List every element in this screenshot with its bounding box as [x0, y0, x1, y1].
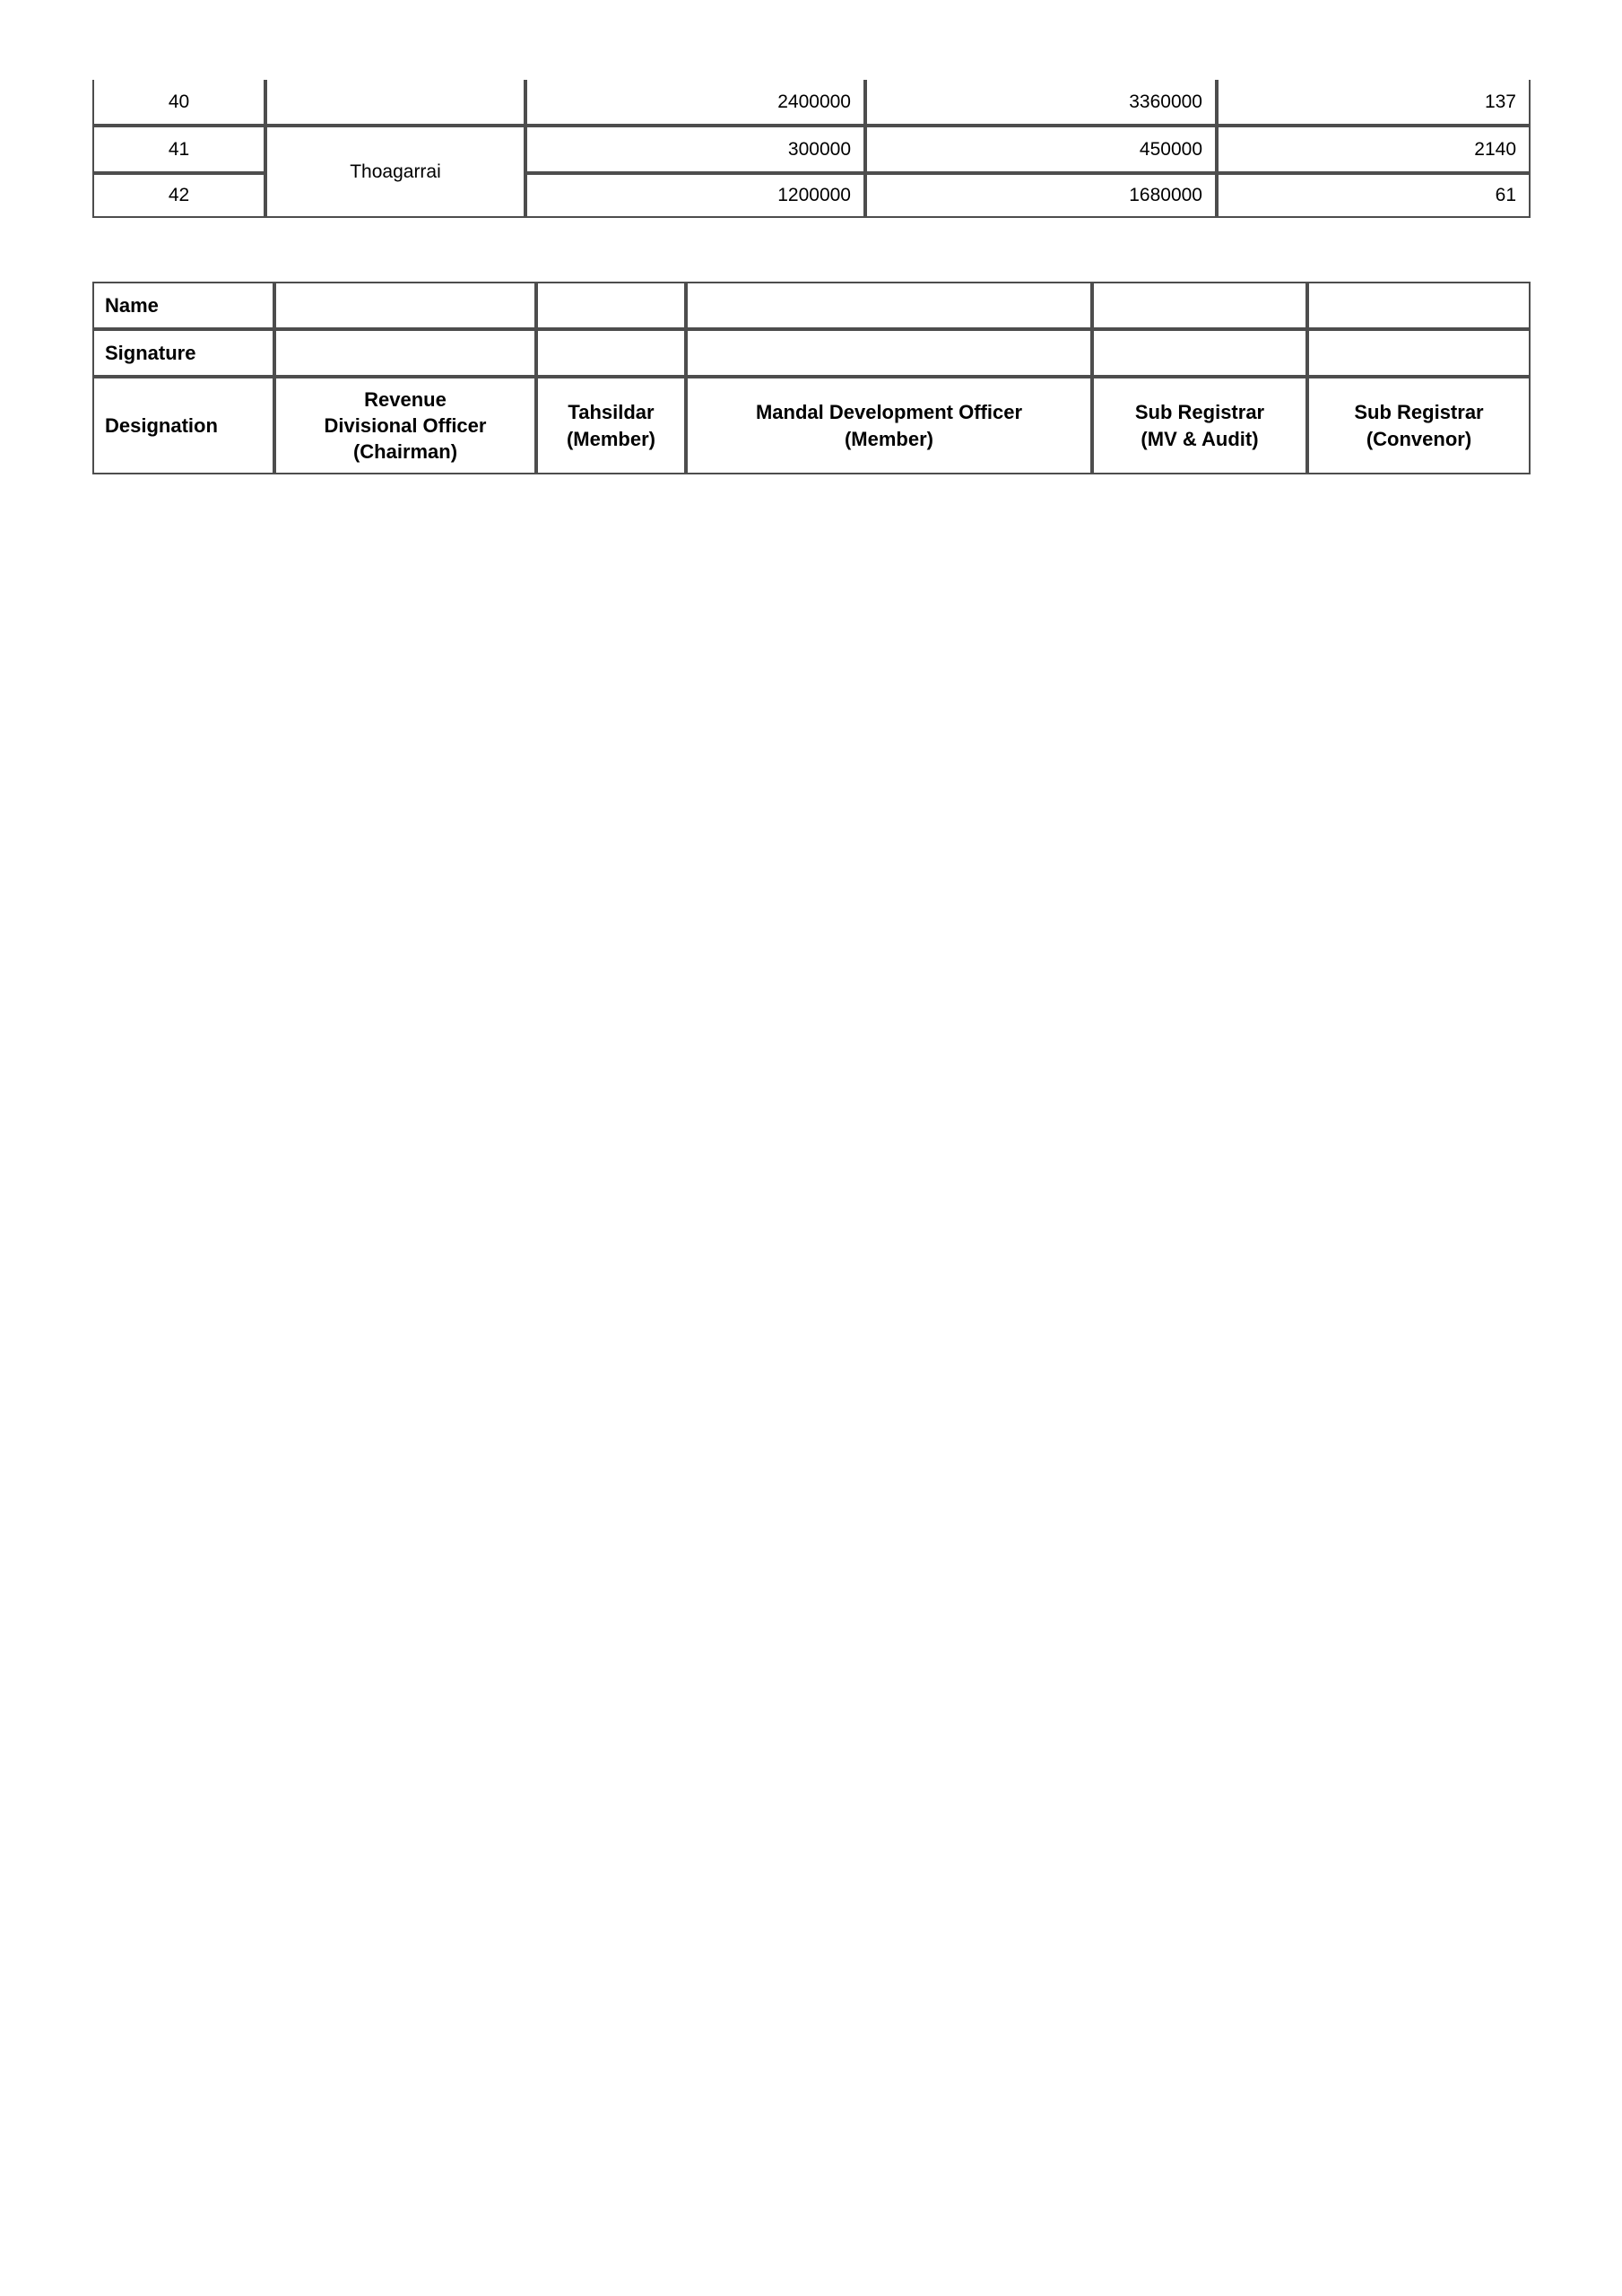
designation-line-1: Tahsildar: [568, 401, 655, 424]
designation-text: [1094, 399, 1305, 451]
designation-line-3: (Chairman): [352, 440, 458, 464]
designation-text: [276, 387, 534, 465]
designation-line-1: Revenue: [364, 387, 447, 411]
signature-field-rdo[interactable]: [274, 329, 536, 377]
designation-line-1: Sub Registrar: [1354, 401, 1484, 424]
designation-line-2: (MV & Audit): [1141, 427, 1259, 450]
designation-tahsildar: [536, 377, 686, 474]
signature-row-label-designation: [92, 377, 274, 474]
value-cell: 137: [1484, 91, 1516, 112]
signature-table: [0, 0, 1622, 502]
designation-line-2: Divisional Officer: [324, 413, 487, 437]
signature-field-mdo[interactable]: [686, 329, 1092, 377]
value-cell: 450000: [1139, 138, 1202, 160]
designation-line-1: Sub Registrar: [1134, 401, 1265, 424]
designation-text: [1309, 399, 1529, 451]
designation-line-2: (Member): [566, 427, 655, 450]
serial-number: 40: [168, 91, 190, 112]
designation-mdo: [686, 377, 1092, 474]
signature-row-label-signature: [92, 329, 274, 377]
value-cell: 2400000: [777, 91, 851, 112]
label-designation: Designation: [105, 413, 218, 437]
designation-sub-registrar-mv: [1092, 377, 1307, 474]
value-cell: 3360000: [1129, 91, 1202, 112]
value-cell: 61: [1495, 185, 1516, 206]
designation-text: [688, 399, 1090, 451]
signature-field-sub-registrar-convenor[interactable]: [1307, 329, 1531, 377]
value-cell: 1680000: [1129, 185, 1202, 206]
mandal-name: Thoagarrai: [350, 161, 441, 182]
signature-field-sub-registrar-mv[interactable]: [1092, 329, 1307, 377]
serial-number: 41: [168, 138, 190, 160]
designation-text: [538, 399, 684, 451]
value-cell: 2140: [1474, 138, 1516, 160]
designation-rdo: [274, 377, 536, 474]
name-field-sub-registrar-convenor[interactable]: [1307, 282, 1531, 329]
designation-line-1: Mandal Development Officer: [755, 401, 1023, 424]
serial-number: 42: [168, 185, 190, 206]
name-field-rdo[interactable]: [274, 282, 536, 329]
designation-sub-registrar-convenor: [1307, 377, 1531, 474]
designation-line-2: (Convenor): [1366, 427, 1472, 450]
designation-line-2: (Member): [844, 427, 933, 450]
label-name: Name: [105, 293, 159, 317]
value-cell: 1200000: [777, 185, 851, 206]
signature-row-label-name: [92, 282, 274, 329]
name-field-mdo[interactable]: [686, 282, 1092, 329]
name-field-sub-registrar-mv[interactable]: [1092, 282, 1307, 329]
value-cell: 300000: [787, 138, 851, 160]
name-field-tahsildar[interactable]: [536, 282, 686, 329]
label-signature: Signature: [105, 341, 196, 364]
signature-field-tahsildar[interactable]: [536, 329, 686, 377]
